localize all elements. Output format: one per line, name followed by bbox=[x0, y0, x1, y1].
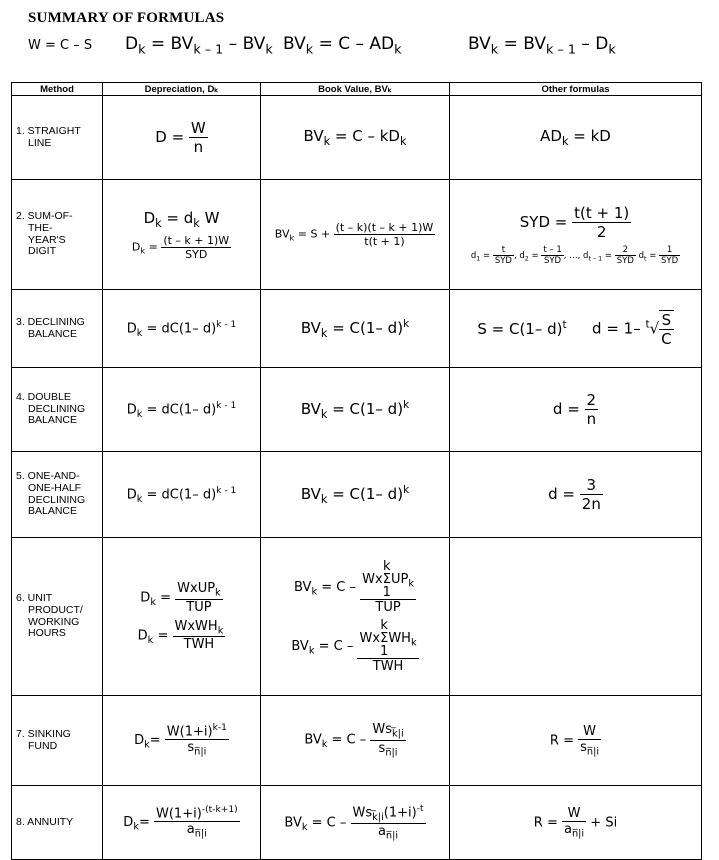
method-sinking-fund: 7. SINKING FUND bbox=[12, 696, 103, 786]
formula-wh-book-value: $BV_k = C$ – Wx k Σ 1 $WH_k$ TWH bbox=[291, 617, 417, 674]
formula-an-rent: R = $\frac{W}{a_{n̅|i}}$ + Si bbox=[533, 805, 618, 840]
formula-ddb-depreciation: $D_k = dC(1-$ d)$^{k - 1}$ bbox=[126, 400, 237, 420]
formula-up-depreciation: $D_k$ = $\frac{WxUP_k}{\text{TUP}}$ bbox=[140, 580, 221, 615]
formula-an-book-value: $BV_k = C$ – $\frac{Ws_{k̅|i}(1+i)^{-t}}{a_{n̅|i}}$ bbox=[284, 803, 424, 842]
formula-syd-depreciation: $D_k = d_k$ W bbox=[143, 208, 220, 230]
method-annuity: 8. ANNUITY bbox=[12, 786, 103, 860]
formula-up-book-value: $BV_k = C$ – Wx k Σ 1 $UP_k$ TUP bbox=[294, 558, 414, 615]
method-straight-line: 1. STRAIGHT LINE bbox=[12, 96, 103, 180]
formula-sf-depreciation: $D_k=$ $\frac{W(1+i)^{k-1}}{s_{n̅|i}}$ bbox=[134, 723, 227, 758]
formula-db-rate: d = 1– $^t$√ $\frac{S}{C}$ bbox=[592, 310, 672, 348]
formula-150db-rate: d = $\frac{3}{2n}$ bbox=[548, 476, 601, 513]
table-row bbox=[12, 180, 702, 290]
formula-150db-depreciation: $D_k = dC(1-$ d)$^{k - 1}$ bbox=[126, 485, 237, 505]
formula-bvk-recursive: $BV_k = BV_{k - 1} - D_k$ bbox=[468, 34, 616, 58]
formula-150db-book-value: $BV_k = C(1-$ d)$^k$ bbox=[300, 483, 410, 506]
formula-syd-d-factor: $D_k$ = $\frac{(t - k + 1)W}{\text{SYD}}$ bbox=[131, 233, 230, 261]
table-header-row bbox=[12, 83, 702, 96]
header-book-value: Book Value, BVₖ bbox=[261, 83, 450, 96]
table-row bbox=[12, 452, 702, 538]
formula-db-salvage: S = C(1– d)$^t$ bbox=[477, 319, 567, 338]
formula-wh-depreciation: $D_k$ = $\frac{WxWH_k}{\text{TWH}}$ bbox=[137, 618, 224, 653]
table-row bbox=[12, 368, 702, 452]
table-row bbox=[12, 786, 702, 860]
formula-an-depreciation: $D_k=$ $\frac{W(1+i)^{-(t-k+1)}}{a_{n̅|i}}$ bbox=[123, 805, 238, 840]
method-syd: 2. SUM-OF- THE- YEAR'S DIGIT bbox=[12, 180, 103, 290]
header-method: Method bbox=[12, 83, 103, 96]
table-row bbox=[12, 290, 702, 368]
formula-bvk: $BV_k = C - AD_k$ bbox=[283, 34, 402, 58]
formula-w: W = C – S bbox=[28, 38, 93, 53]
formula-sl-accumulated: $AD_k$ = kD bbox=[540, 127, 611, 148]
method-double-declining: 4. DOUBLE DECLINING BALANCE bbox=[12, 368, 103, 452]
table-row bbox=[12, 696, 702, 786]
formula-dk: $D_k = BV_{k - 1} - BV_k$ bbox=[125, 34, 273, 58]
formula-ddb-book-value: $BV_k = C(1-$ d)$^k$ bbox=[300, 398, 410, 421]
formula-sf-rent: R = $\frac{W}{s_{n̅|i}}$ bbox=[549, 723, 600, 758]
formula-sl-book-value: $BV_k = C - kD_k$ bbox=[303, 127, 407, 148]
formula-syd-factors: $d_1$ = $\frac{t}{\text{SYD}}$ , $d_2$ = $\frac{t - 1}{\text{SYD}}$ , …, $d_{t - 1}$ = $\frac{2}{\text{SYD}}$ $d_t$ = $\frac{1}{\text{SYD}}$ bbox=[470, 244, 679, 266]
method-unit-product: 6. UNIT PRODUCT/ WORKING HOURS bbox=[12, 538, 103, 696]
header-depreciation: Depreciation, Dₖ bbox=[103, 83, 261, 96]
formula-db-book-value: $BV_k = C(1-$ d)$^k$ bbox=[300, 317, 410, 340]
method-150-declining: 5. ONE-AND- ONE-HALF DECLINING BALANCE bbox=[12, 452, 103, 538]
method-declining-balance: 3. DECLINING BALANCE bbox=[12, 290, 103, 368]
table-row bbox=[12, 538, 702, 696]
formula-table bbox=[11, 82, 702, 860]
formula-syd-book-value: $BV_k = S$ + $\frac{(t - k)(t - k + 1)W}{t(t + 1)}$ bbox=[274, 221, 434, 248]
formula-syd-sum: SYD = $\frac{t(t + 1)}{2}$ bbox=[519, 203, 630, 241]
formula-ddb-rate: d = $\frac{2}{n}$ bbox=[552, 391, 597, 428]
page-title: SUMMARY OF FORMULAS bbox=[28, 10, 225, 26]
table-row bbox=[12, 96, 702, 180]
formula-sl-depreciation: D = $\frac{W}{n}$ bbox=[155, 119, 206, 156]
header-other: Other formulas bbox=[450, 83, 702, 96]
formula-sf-book-value: $BV_k = C$ – $\frac{Ws_{k̅|i}}{s_{n̅|i}}$ bbox=[304, 722, 404, 759]
formula-db-depreciation: $D_k = dC(1-$ d)$^{k - 1}$ bbox=[126, 319, 237, 339]
